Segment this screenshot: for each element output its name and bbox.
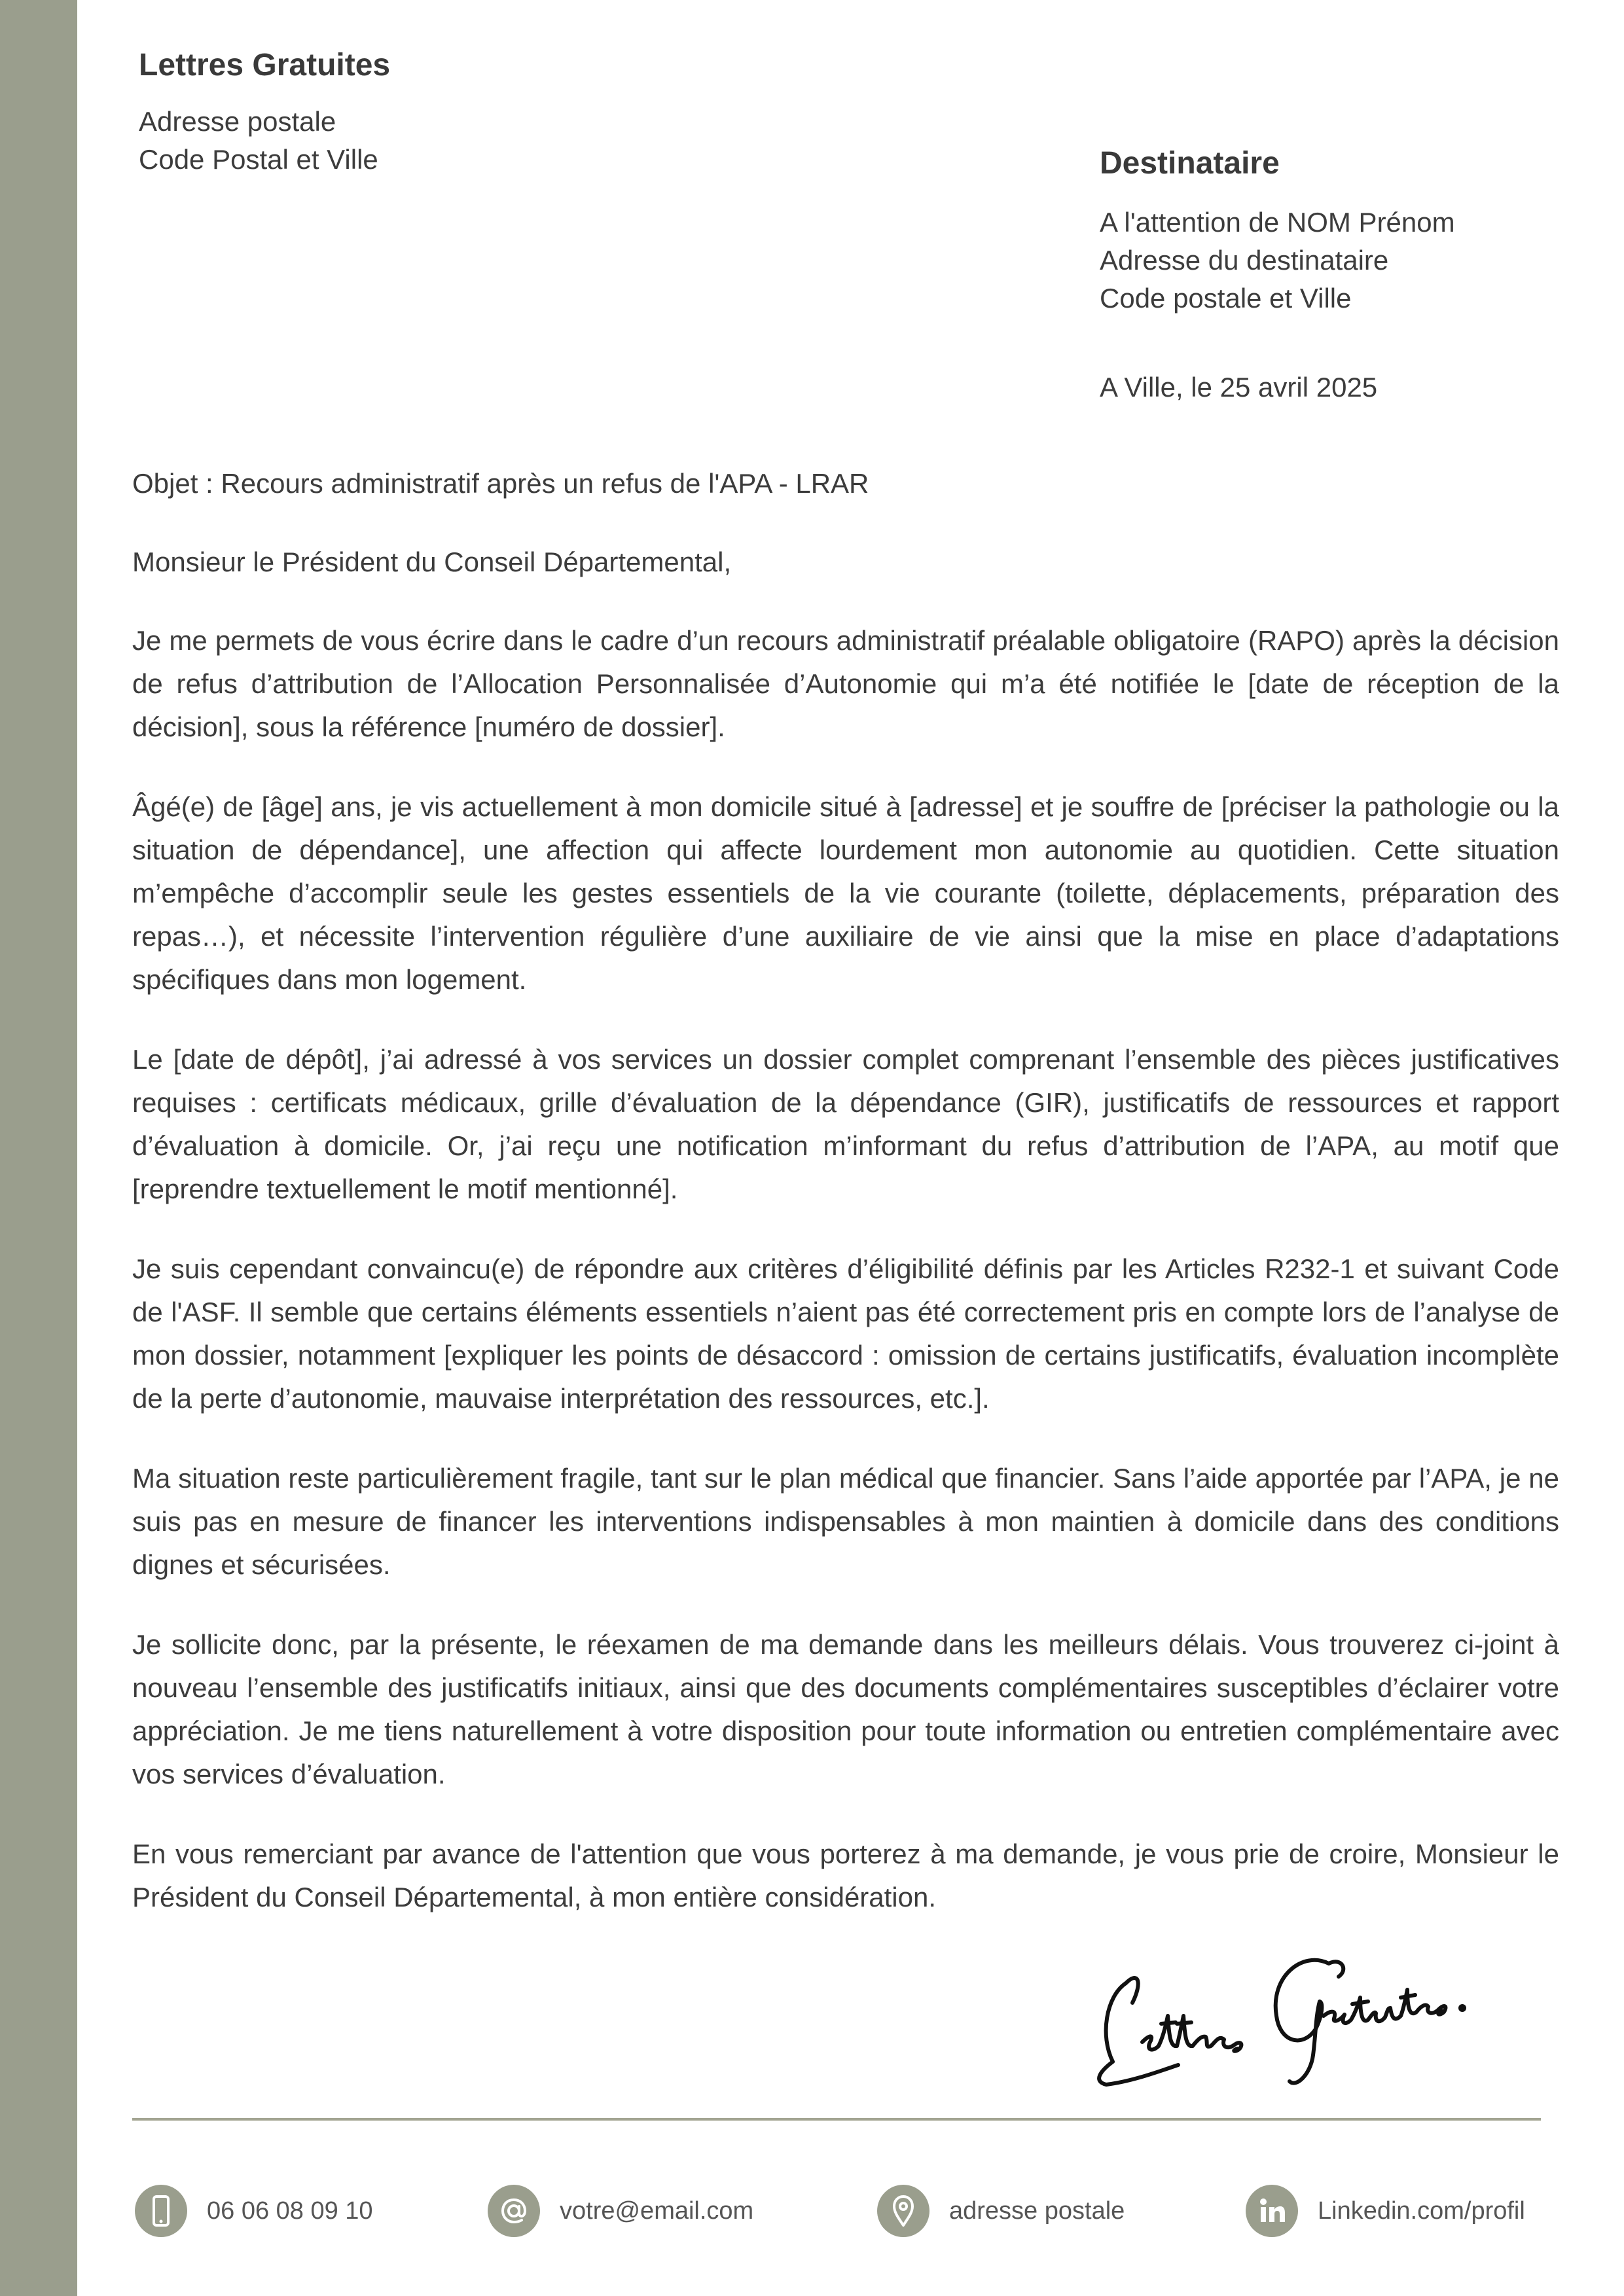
letter-paragraph: En vous remerciant par avance de l'attention que vous porterez à ma demande, je vous prie de croire, Monsieur le Président du Conseil Départemental, à mon entière considération. <box>132 1839 1559 1912</box>
at-icon <box>488 2185 540 2237</box>
footer-linkedin <box>1246 2185 1525 2237</box>
recipient-block <box>1100 145 1455 317</box>
letter-salutation: Monsieur le Président du Conseil Départemental, <box>132 547 732 577</box>
recipient-attention: A l'attention de NOM Prénom <box>1100 207 1455 238</box>
footer-address <box>877 2185 1125 2237</box>
recipient-address: Adresse du destinataire <box>1100 245 1389 276</box>
letter-paragraph: Le [date de dépôt], j’ai adressé à vos services un dossier complet comprenant l’ensemble des pièces justificatives requises : certificats médicaux, grille d’évaluation de la dépendance (GIR), justificatifs de ressources et rapport d’évaluation à domicile. Or, j’ai reçu une notification m’informant du refus d’attribution de l’APA, au motif que [reprendre textuellement le motif mentionné]. <box>132 1044 1559 1204</box>
letter-paragraph: Je suis cependant convaincu(e) de répondre aux critères d’éligibilité définis par les Articles R232-1 et suivant Code de l'ASF. Il semble que certains éléments essentiels n’aient pas été correctement pris en compte lors de l’analyse de mon dossier, notamment [expliquer les points de désaccord : omission de certains justificatifs, évaluation incomplète de la perte d’autonomie, mauvaise interprétation des ressources, etc.]. <box>132 1253 1559 1414</box>
letter-paragraph: Je me permets de vous écrire dans le cadre d’un recours administratif préalable obligatoire (RAPO) après la décision de refus d’attribution de l’Allocation Personnalisée d’Autonomie qui m’a été notifiée le [date de réception de la décision], sous la référence [numéro de dossier]. <box>132 625 1559 742</box>
phone-icon <box>135 2185 187 2237</box>
footer-phone <box>135 2185 373 2237</box>
location-pin-icon <box>877 2185 929 2237</box>
sender-block <box>139 47 390 179</box>
letter-paragraph: Ma situation reste particulièrement fragile, tant sur le plan médical que financier. Sans l’aide apportée par l’APA, je ne suis pas en mesure de financer les interventions indispensables à mon maintien à domicile dans des conditions dignes et sécurisées. <box>132 1463 1559 1580</box>
sender-address: Adresse postale <box>139 106 336 137</box>
letter-body <box>132 462 1559 1956</box>
recipient-city: Code postale et Ville <box>1100 283 1352 314</box>
sidebar-accent-bar <box>0 0 77 2296</box>
footer-email <box>488 2185 753 2237</box>
footer-phone-text: 06 06 08 09 10 <box>207 2197 373 2225</box>
sender-name: Lettres Gratuites <box>139 48 391 82</box>
letter-subject: Objet : Recours administratif après un refus de l'APA - LRAR <box>132 468 869 499</box>
letter-date: A Ville, le 25 avril 2025 <box>1100 372 1378 403</box>
sender-city: Code Postal et Ville <box>139 144 378 175</box>
linkedin-icon <box>1246 2185 1298 2237</box>
footer-email-text: votre@email.com <box>560 2197 754 2225</box>
handwritten-signature <box>1080 1924 1486 2094</box>
footer-divider <box>132 2118 1541 2121</box>
recipient-title: Destinataire <box>1100 146 1280 181</box>
footer-linkedin-text: Linkedin.com/profil <box>1318 2197 1525 2225</box>
letter-paragraph: Âgé(e) de [âge] ans, je vis actuellement à mon domicile situé à [adresse] et je souffre de [préciser la pathologie ou la situation de dépendance], une affection qui affecte lourdement mon autonomie au quotidien. Cette situation m’empêche d’accomplir seule les gestes essentiels de la vie courante (toilette, déplacements, préparation des repas…), et nécessite l’intervention régulière d’une auxiliaire de vie ainsi que la mise en place d’adaptations spécifiques dans mon logement. <box>132 791 1559 995</box>
footer-address-text: adresse postale <box>949 2197 1125 2225</box>
letter-paragraph: Je sollicite donc, par la présente, le réexamen de ma demande dans les meilleurs délais. Vous trouverez ci-joint à nouveau l’ensemble des justificatifs initiaux, ainsi que des documents complémentaires susceptibles d’éclairer votre appréciation. Je me tiens naturellement à votre disposition pour toute information ou entretien complémentaire avec vos services d’évaluation. <box>132 1629 1559 1789</box>
